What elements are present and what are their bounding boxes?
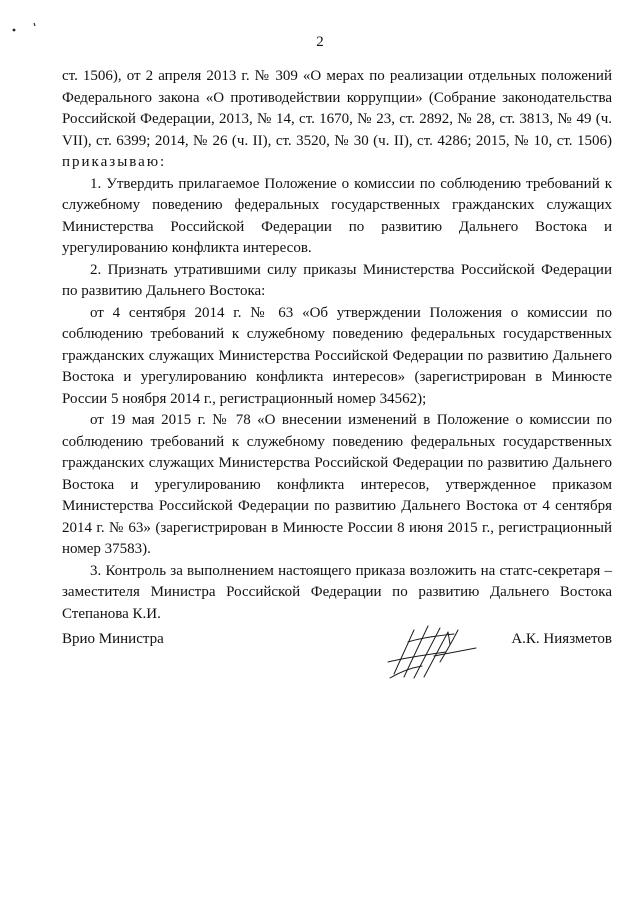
- page-number: 2: [316, 34, 324, 50]
- signer-title: Врио Министра: [62, 631, 164, 647]
- item-2a-paragraph: от 4 сентября 2014 г. № 63 «Об утверждении Положения о комиссии по соблюдению требований к служебному поведению федеральных государственных гражданских служащих Министерства Российской Федерации по развитию Дальнего Востока и урегулированию конфликта интересов» (зарегистрирован в Минюсте России 5 ноября 2014 г., регистрационный номер 34562);: [62, 304, 612, 407]
- handwritten-signature: [384, 622, 480, 682]
- item-2b-paragraph: от 19 мая 2015 г. № 78 «О внесении изменений в Положение о комиссии по соблюдению требований к служебному поведению федеральных государственных гражданских служащих Министерства Российской Федерации по развитию Дальнего Востока и урегулированию конфликта интересов, утвержденное приказом Министерства Российской Федерации по развитию Дальнего Востока от 4 сентября 2014 г. № 63» (зарегистрирован в Минюсте России 8 июня 2015 г., регистрационный номер 37583).: [62, 412, 612, 557]
- item-1-paragraph: 1. Утвердить прилагаемое Положение о комиссии по соблюдению требований к служебному поведению федеральных государственных гражданских служащих Министерства Российской Федерации по развитию Дальнего Востока и урегулированию конфликта интересов.: [62, 175, 612, 256]
- item-3-paragraph: 3. Контроль за выполнением настоящего приказа возложить на статс-секретаря – заместителя Министра Российской Федерации по развитию Дальнего Востока Степанова К.И.: [62, 562, 612, 622]
- scan-speck-marks: [8, 20, 48, 34]
- signature-block: [62, 622, 612, 682]
- intro-paragraph: [62, 66, 612, 174]
- order-word: приказываю:: [62, 154, 167, 170]
- document-body: [62, 66, 612, 625]
- signer-name: А.К. Ниязметов: [511, 631, 612, 647]
- intro-text: ст. 1506), от 2 апреля 2013 г. № 309 «О мерах по реализации отдельных положений Федерального закона «О противодействии коррупции» (Собрание законодательства Российской Федерации, 2013, № 14, ст. 1670, № 23, ст. 2892, № 28, ст. 3813, № 49 (ч. VII), ст. 6399; 2014, № 26 (ч. II), ст. 3520, № 30 (ч. II), ст. 4286; 2015, № 10, ст. 1506): [62, 68, 612, 149]
- item-2-paragraph: 2. Признать утратившими силу приказы Министерства Российской Федерации по развитию Дальнего Востока:: [62, 261, 612, 299]
